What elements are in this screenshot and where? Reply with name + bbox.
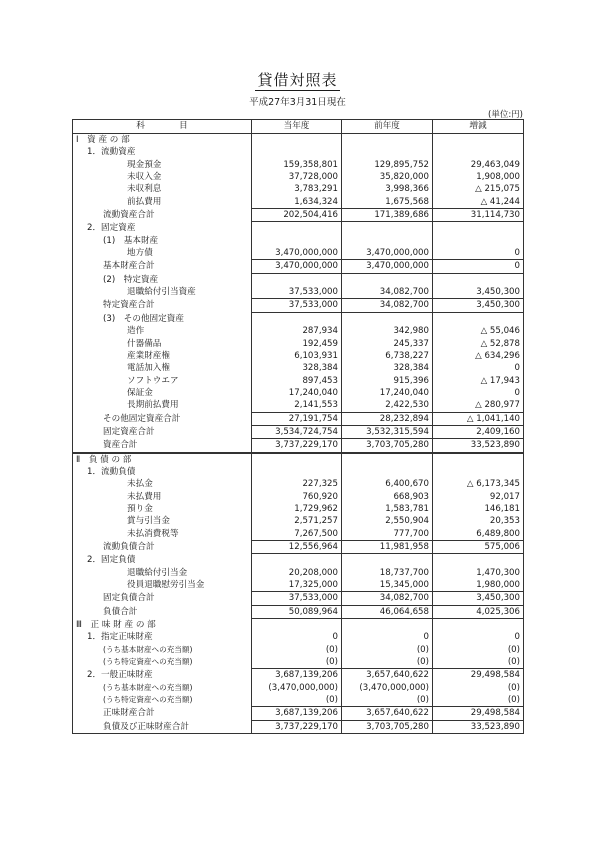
previous-year-value: 18,737,700 xyxy=(342,567,433,579)
current-year-value: 3,737,229,170 xyxy=(252,439,342,453)
account-label: (うち特定資産への充当額) xyxy=(73,694,252,707)
subtotal-row xyxy=(73,720,524,733)
previous-year-value xyxy=(342,134,433,147)
previous-year-value xyxy=(342,554,433,567)
current-year-value: 37,533,000 xyxy=(252,592,342,605)
account-label: (2) 特定資産 xyxy=(73,273,252,286)
previous-year-value: 46,064,658 xyxy=(342,605,433,618)
change-value: △ 41,244 xyxy=(433,196,524,209)
account-label: 退職給付引当資産 xyxy=(73,286,252,299)
current-year-value: 3,534,724,754 xyxy=(252,425,342,438)
change-value: 33,523,890 xyxy=(433,439,524,453)
previous-year-value: 34,082,700 xyxy=(342,592,433,605)
table-row xyxy=(73,554,524,567)
previous-year-value: 17,240,040 xyxy=(342,387,433,399)
previous-year-value xyxy=(342,453,433,466)
current-year-value xyxy=(252,134,342,147)
table-row xyxy=(73,466,524,478)
account-label: 2．一般正味財産 xyxy=(73,669,252,682)
change-value: (0) xyxy=(433,694,524,707)
previous-year-value xyxy=(342,273,433,286)
change-value: 146,181 xyxy=(433,503,524,515)
current-year-value: 287,934 xyxy=(252,325,342,337)
account-label: その他固定資産合計 xyxy=(73,412,252,425)
account-label: (うち基本財産への充当額) xyxy=(73,682,252,694)
current-year-value: 3,470,000,000 xyxy=(252,260,342,273)
subtotal-row xyxy=(73,412,524,425)
current-year-value: (0) xyxy=(252,694,342,707)
account-label: 流動負債合計 xyxy=(73,541,252,554)
change-value xyxy=(433,134,524,147)
previous-year-value: 3,532,315,594 xyxy=(342,425,433,438)
table-row xyxy=(73,171,524,183)
current-year-value: 6,103,931 xyxy=(252,350,342,362)
previous-year-value: 15,345,000 xyxy=(342,579,433,592)
balance-sheet-table xyxy=(72,119,524,734)
account-label: Ⅰ 資 産 の 部 xyxy=(73,134,252,147)
current-year-value: 20,208,000 xyxy=(252,567,342,579)
change-value: 6,489,800 xyxy=(433,528,524,541)
previous-year-value: 171,389,686 xyxy=(342,209,433,222)
current-year-value: 3,687,139,206 xyxy=(252,707,342,720)
account-label: 流動資産合計 xyxy=(73,209,252,222)
change-value: 92,017 xyxy=(433,491,524,503)
current-year-value: 1,634,324 xyxy=(252,196,342,209)
previous-year-value: 328,384 xyxy=(342,362,433,374)
previous-year-value: 2,422,530 xyxy=(342,399,433,412)
table-row xyxy=(73,235,524,247)
table-row xyxy=(73,338,524,350)
current-year-value: 192,459 xyxy=(252,338,342,350)
change-value: △ 17,943 xyxy=(433,375,524,387)
subtotal-row xyxy=(73,707,524,720)
current-year-value: 227,325 xyxy=(252,478,342,490)
account-label: 未払費用 xyxy=(73,491,252,503)
account-label: (うち基本財産への充当額) xyxy=(73,644,252,656)
account-label: ソフトウエア xyxy=(73,375,252,387)
current-year-value xyxy=(252,312,342,325)
current-year-value: 3,737,229,170 xyxy=(252,720,342,733)
account-label: (1) 基本財産 xyxy=(73,235,252,247)
current-year-value xyxy=(252,619,342,632)
current-year-value xyxy=(252,453,342,466)
previous-year-value: 342,980 xyxy=(342,325,433,337)
account-label: 負債合計 xyxy=(73,605,252,618)
current-year-value: 1,729,962 xyxy=(252,503,342,515)
change-value: △ 215,075 xyxy=(433,183,524,195)
current-year-value: 897,453 xyxy=(252,375,342,387)
current-year-value xyxy=(252,146,342,158)
change-value: 20,353 xyxy=(433,515,524,527)
account-label: 造作 xyxy=(73,325,252,337)
current-year-value: (0) xyxy=(252,656,342,669)
account-label: 退職給付引当金 xyxy=(73,567,252,579)
account-label: 未払金 xyxy=(73,478,252,490)
table-row xyxy=(73,387,524,399)
change-value: 0 xyxy=(433,362,524,374)
table-row xyxy=(73,515,524,527)
table-row xyxy=(73,159,524,171)
current-year-value: 12,556,964 xyxy=(252,541,342,554)
previous-year-value: 6,738,227 xyxy=(342,350,433,362)
change-value: 1,470,300 xyxy=(433,567,524,579)
subtotal-row xyxy=(73,592,524,605)
change-value: 1,908,000 xyxy=(433,171,524,183)
previous-year-value: 11,981,958 xyxy=(342,541,433,554)
change-value: 3,450,300 xyxy=(433,299,524,312)
change-value: (0) xyxy=(433,682,524,694)
previous-year-value: 35,820,000 xyxy=(342,171,433,183)
table-row xyxy=(73,669,524,682)
previous-year-value: 0 xyxy=(342,631,433,643)
change-value xyxy=(433,273,524,286)
account-label: 電話加入権 xyxy=(73,362,252,374)
change-value xyxy=(433,619,524,632)
table-row xyxy=(73,273,524,286)
table-row xyxy=(73,222,524,235)
header-previous-year: 前年度 xyxy=(342,120,433,134)
current-year-value xyxy=(252,554,342,567)
document-date: 平成27年3月31日現在 xyxy=(249,97,346,108)
table-row xyxy=(73,478,524,490)
current-year-value: 7,267,500 xyxy=(252,528,342,541)
account-label: 正味財産合計 xyxy=(73,707,252,720)
current-year-value: 37,533,000 xyxy=(252,286,342,299)
change-value: 31,114,730 xyxy=(433,209,524,222)
document-title: 貸借対照表 xyxy=(257,71,338,89)
table-row xyxy=(73,399,524,412)
account-label: 預り金 xyxy=(73,503,252,515)
current-year-value xyxy=(252,466,342,478)
table-row xyxy=(73,656,524,669)
account-label: 長期前払費用 xyxy=(73,399,252,412)
account-label: 1．指定正味財産 xyxy=(73,631,252,643)
account-label: (3) その他固定資産 xyxy=(73,312,252,325)
current-year-value: 760,920 xyxy=(252,491,342,503)
change-value xyxy=(433,453,524,466)
account-label: 産業財産権 xyxy=(73,350,252,362)
account-label: 1．流動資産 xyxy=(73,146,252,158)
account-label: 固定資産合計 xyxy=(73,425,252,438)
account-label: 現金預金 xyxy=(73,159,252,171)
subtotal-row xyxy=(73,260,524,273)
current-year-value: 37,533,000 xyxy=(252,299,342,312)
change-value: (0) xyxy=(433,656,524,669)
account-label: 特定資産合計 xyxy=(73,299,252,312)
header-current-year: 当年度 xyxy=(252,120,342,134)
table-row xyxy=(73,567,524,579)
table-row xyxy=(73,196,524,209)
table-body xyxy=(73,134,524,734)
previous-year-value: 668,903 xyxy=(342,491,433,503)
table-row xyxy=(73,528,524,541)
change-value: 0 xyxy=(433,631,524,643)
table-header-row xyxy=(73,120,524,134)
table-row xyxy=(73,644,524,656)
change-value: 0 xyxy=(433,247,524,260)
previous-year-value: 34,082,700 xyxy=(342,299,433,312)
current-year-value: 2,141,553 xyxy=(252,399,342,412)
change-value: (0) xyxy=(433,644,524,656)
header-account: 科 目 xyxy=(73,120,252,134)
change-value: △ 6,173,345 xyxy=(433,478,524,490)
table-row xyxy=(73,619,524,632)
account-label: 役員退職慰労引当金 xyxy=(73,579,252,592)
previous-year-value: (0) xyxy=(342,694,433,707)
previous-year-value: (0) xyxy=(342,644,433,656)
table-row xyxy=(73,631,524,643)
account-label: 什器備品 xyxy=(73,338,252,350)
current-year-value: 3,687,139,206 xyxy=(252,669,342,682)
account-label: 負債及び正味財産合計 xyxy=(73,720,252,733)
change-value: 0 xyxy=(433,387,524,399)
account-label: 賞与引当金 xyxy=(73,515,252,527)
previous-year-value: 3,470,000,000 xyxy=(342,260,433,273)
change-value xyxy=(433,554,524,567)
current-year-value: 27,191,754 xyxy=(252,412,342,425)
previous-year-value: 245,337 xyxy=(342,338,433,350)
change-value: △ 1,041,140 xyxy=(433,412,524,425)
change-value: 29,498,584 xyxy=(433,669,524,682)
previous-year-value: 6,400,670 xyxy=(342,478,433,490)
previous-year-value xyxy=(342,312,433,325)
change-value: 575,006 xyxy=(433,541,524,554)
table-row xyxy=(73,312,524,325)
current-year-value xyxy=(252,235,342,247)
change-value: 3,450,300 xyxy=(433,286,524,299)
change-value: △ 55,046 xyxy=(433,325,524,337)
subtotal-row xyxy=(73,209,524,222)
account-label: (うち特定資産への充当額) xyxy=(73,656,252,669)
subtotal-row xyxy=(73,299,524,312)
table-row xyxy=(73,491,524,503)
table-row xyxy=(73,503,524,515)
current-year-value: 17,325,000 xyxy=(252,579,342,592)
previous-year-value: 1,583,781 xyxy=(342,503,433,515)
account-label: 基本財産合計 xyxy=(73,260,252,273)
current-year-value: (3,470,000,000) xyxy=(252,682,342,694)
current-year-value: 17,240,040 xyxy=(252,387,342,399)
subtotal-row xyxy=(73,605,524,618)
change-value: 29,498,584 xyxy=(433,707,524,720)
unit-label: (単位:円) xyxy=(488,110,523,120)
change-value: △ 280,977 xyxy=(433,399,524,412)
table-row xyxy=(73,579,524,592)
change-value xyxy=(433,235,524,247)
previous-year-value xyxy=(342,466,433,478)
change-value: 29,463,049 xyxy=(433,159,524,171)
account-label: 未収利息 xyxy=(73,183,252,195)
table-row xyxy=(73,694,524,707)
change-value: △ 52,878 xyxy=(433,338,524,350)
previous-year-value: (3,470,000,000) xyxy=(342,682,433,694)
previous-year-value: 777,700 xyxy=(342,528,433,541)
previous-year-value xyxy=(342,222,433,235)
change-value: △ 634,296 xyxy=(433,350,524,362)
current-year-value xyxy=(252,222,342,235)
account-label: 2．固定負債 xyxy=(73,554,252,567)
current-year-value: (0) xyxy=(252,644,342,656)
table-row xyxy=(73,453,524,466)
table-row xyxy=(73,183,524,195)
table-row xyxy=(73,350,524,362)
change-value xyxy=(433,146,524,158)
account-label: Ⅲ 正 味 財 産 の 部 xyxy=(73,619,252,632)
account-label: 固定負債合計 xyxy=(73,592,252,605)
table-row xyxy=(73,325,524,337)
previous-year-value: 3,470,000,000 xyxy=(342,247,433,260)
current-year-value xyxy=(252,273,342,286)
table-row xyxy=(73,362,524,374)
change-value xyxy=(433,466,524,478)
account-label: 保証金 xyxy=(73,387,252,399)
account-label: 2．固定資産 xyxy=(73,222,252,235)
previous-year-value: 129,895,752 xyxy=(342,159,433,171)
account-label: 未払消費税等 xyxy=(73,528,252,541)
current-year-value: 202,504,416 xyxy=(252,209,342,222)
account-label: 前払費用 xyxy=(73,196,252,209)
subtotal-row xyxy=(73,425,524,438)
table-row xyxy=(73,247,524,260)
current-year-value: 2,571,257 xyxy=(252,515,342,527)
previous-year-value xyxy=(342,235,433,247)
current-year-value: 3,470,000,000 xyxy=(252,247,342,260)
previous-year-value: 3,998,366 xyxy=(342,183,433,195)
previous-year-value xyxy=(342,619,433,632)
current-year-value: 37,728,000 xyxy=(252,171,342,183)
account-label: 未収入金 xyxy=(73,171,252,183)
change-value xyxy=(433,222,524,235)
change-value: 1,980,000 xyxy=(433,579,524,592)
change-value: 2,409,160 xyxy=(433,425,524,438)
change-value: 0 xyxy=(433,260,524,273)
table-row xyxy=(73,134,524,147)
previous-year-value: 34,082,700 xyxy=(342,286,433,299)
previous-year-value: 3,703,705,280 xyxy=(342,439,433,453)
table-row xyxy=(73,146,524,158)
current-year-value: 3,783,291 xyxy=(252,183,342,195)
table-row xyxy=(73,375,524,387)
account-label: Ⅱ 負 債 の 部 xyxy=(73,453,252,466)
previous-year-value: 3,657,640,622 xyxy=(342,669,433,682)
subtotal-row xyxy=(73,439,524,453)
current-year-value: 0 xyxy=(252,631,342,643)
previous-year-value: 1,675,568 xyxy=(342,196,433,209)
previous-year-value: 3,657,640,622 xyxy=(342,707,433,720)
table-row xyxy=(73,682,524,694)
previous-year-value xyxy=(342,146,433,158)
change-value xyxy=(433,312,524,325)
account-label: 資産合計 xyxy=(73,439,252,453)
table-row xyxy=(73,286,524,299)
current-year-value: 50,089,964 xyxy=(252,605,342,618)
account-label: 1．流動負債 xyxy=(73,466,252,478)
subtotal-row xyxy=(73,541,524,554)
previous-year-value: 915,396 xyxy=(342,375,433,387)
previous-year-value: (0) xyxy=(342,656,433,669)
current-year-value: 328,384 xyxy=(252,362,342,374)
previous-year-value: 2,550,904 xyxy=(342,515,433,527)
change-value: 3,450,300 xyxy=(433,592,524,605)
change-value: 4,025,306 xyxy=(433,605,524,618)
current-year-value: 159,358,801 xyxy=(252,159,342,171)
header-change: 増減 xyxy=(433,120,524,134)
account-label: 地方債 xyxy=(73,247,252,260)
change-value: 33,523,890 xyxy=(433,720,524,733)
previous-year-value: 3,703,705,280 xyxy=(342,720,433,733)
previous-year-value: 28,232,894 xyxy=(342,412,433,425)
